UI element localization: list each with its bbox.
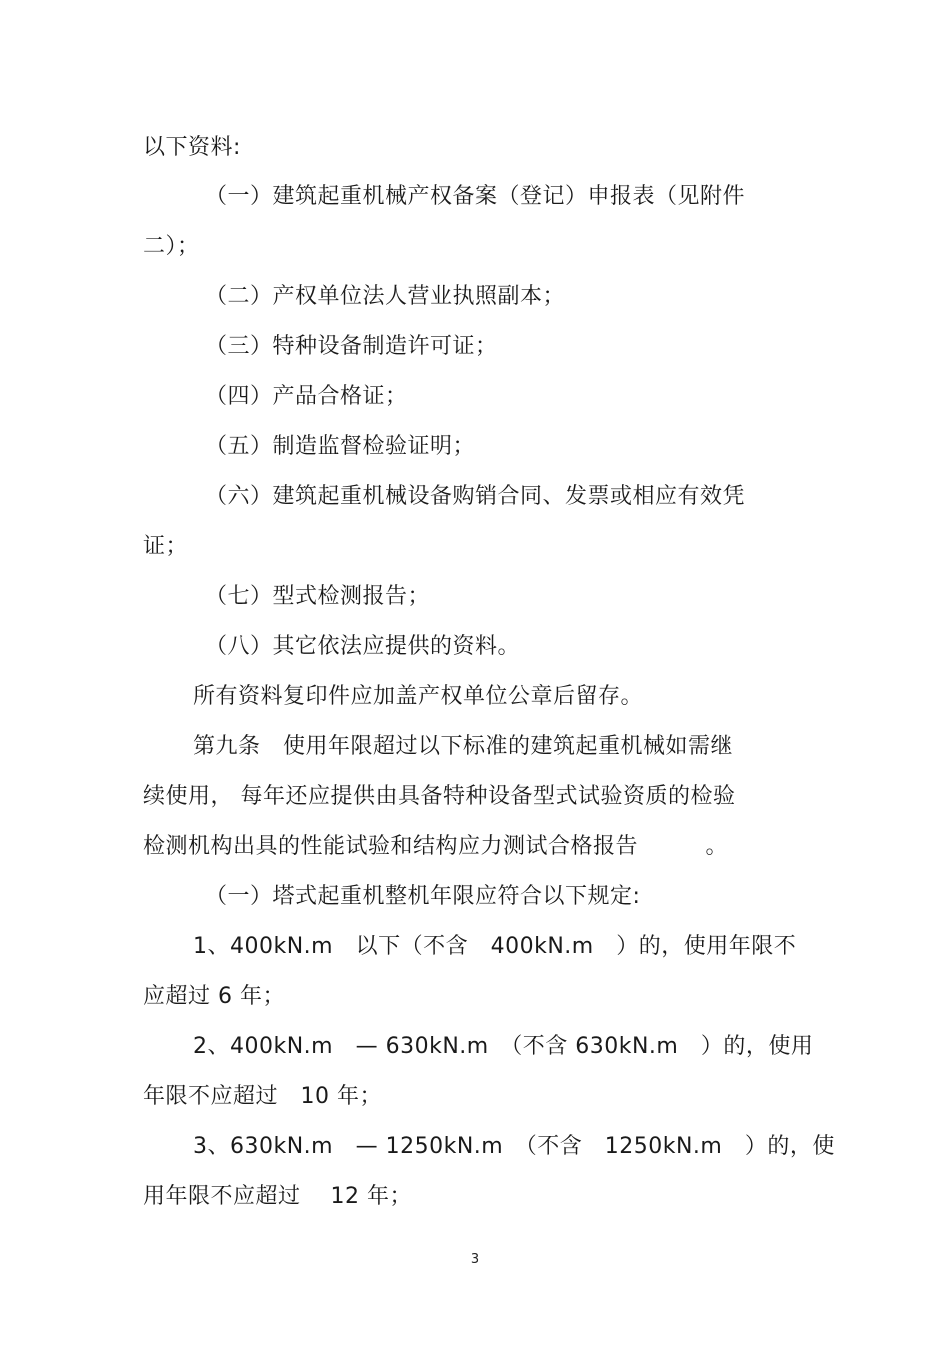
text-line: 年限不应超过 10 年；	[143, 1084, 382, 1109]
text-line: 续使用， 每年还应提供由具备特种设备型式试验资质的检验	[143, 784, 736, 809]
text-line: （四）产品合格证；	[205, 384, 408, 409]
text-line: （七）型式检测报告；	[205, 584, 431, 609]
text-line: 1、400kN.m 以下（不含 400kN.m ）的，使用年限不	[193, 934, 797, 959]
text-line: （二）产权单位法人营业执照副本；	[205, 284, 566, 309]
text-line: （三）特种设备制造许可证；	[205, 334, 498, 359]
text-line: 2、400kN.m — 630kN.m （不含 630kN.m ）的，使用	[193, 1034, 814, 1059]
text-line: （一）塔式起重机整机年限应符合以下规定:	[205, 884, 641, 909]
text-line: （一）建筑起重机械产权备案（登记）申报表（见附件	[205, 184, 746, 209]
text-line: 检测机构出具的性能试验和结构应力测试合格报告 。	[143, 834, 729, 859]
text-line: 3、630kN.m — 1250kN.m （不含 1250kN.m ）的，使	[193, 1134, 835, 1159]
text-line: 二）；	[143, 234, 200, 259]
text-line: 第九条 使用年限超过以下标准的建筑起重机械如需继	[193, 734, 734, 759]
text-line: 用年限不应超过 12 年；	[143, 1184, 412, 1209]
text-line: 应超过 6 年；	[143, 984, 285, 1009]
text-line: 以下资料:	[143, 135, 241, 160]
text-line: （八）其它依法应提供的资料。	[205, 634, 521, 659]
text-line: （六）建筑起重机械设备购销合同、发票或相应有效凭	[205, 484, 746, 509]
text-line: 证；	[143, 534, 189, 559]
text-line: （五）制造监督检验证明；	[205, 434, 476, 459]
page-number: 3	[470, 1252, 480, 1267]
text-line: 所有资料复印件应加盖产权单位公章后留存。	[193, 684, 644, 709]
